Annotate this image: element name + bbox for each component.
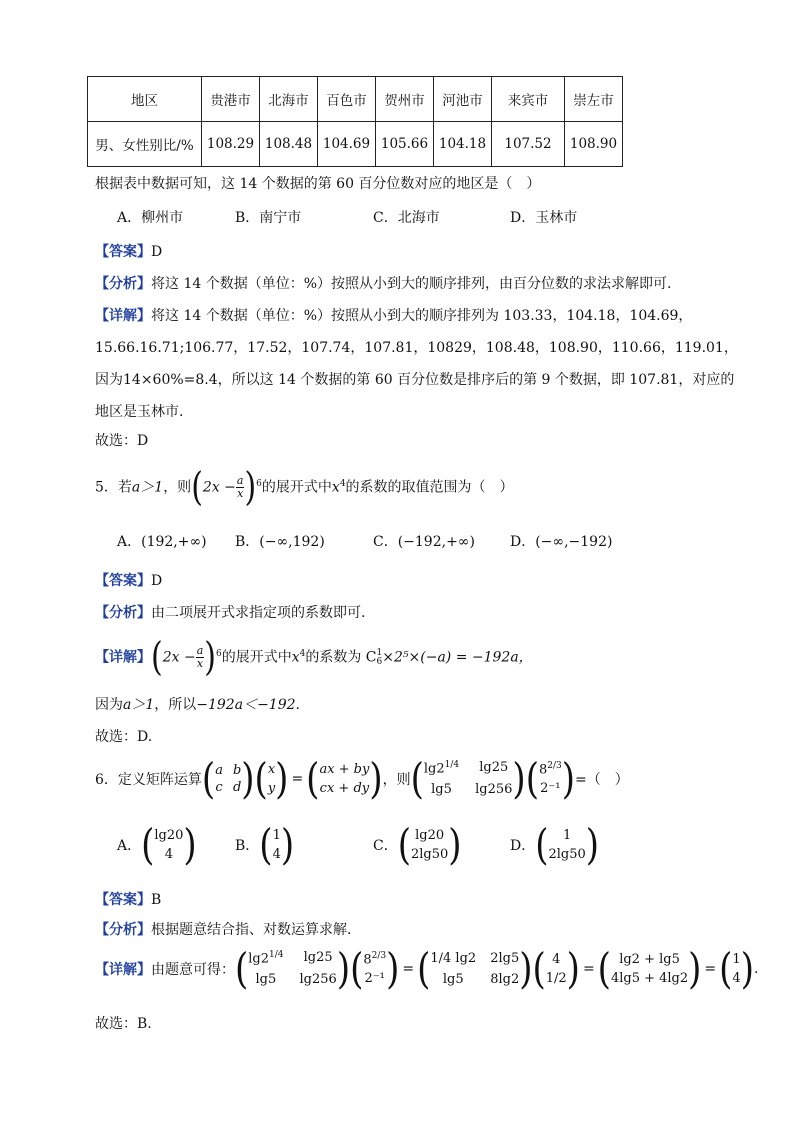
answer-tag: 【答案】 <box>95 892 151 908</box>
matrix-abcd: ( a b c d ) <box>201 753 255 804</box>
answer-value: B <box>151 892 162 908</box>
vector-cell: cx + dy <box>319 780 370 796</box>
q5-tail: 的展开式中 <box>261 479 332 496</box>
q6-option-c: C． ( lg20 2lg50 ) <box>373 820 462 870</box>
q4-option-a: A．柳州市 <box>117 210 184 226</box>
table-header-cell: 河池市 <box>434 77 492 122</box>
vector-cell: 4 <box>272 847 281 862</box>
vector-cell: 1/2 <box>545 970 567 986</box>
matrix-cell: d <box>232 779 242 795</box>
numerator: a <box>196 644 204 657</box>
matrix-cell: b <box>232 762 242 778</box>
because-text: 因为 <box>95 697 123 713</box>
q4-detail-line-1 <box>95 305 692 325</box>
table-cell: 107.52 <box>492 122 565 167</box>
table-header-row <box>88 77 623 122</box>
fraction <box>196 645 205 670</box>
q4-option-b: B．南宁市 <box>235 210 302 226</box>
q6-option-a: A． ( lg20 4 ) <box>117 820 197 870</box>
analysis-tag: 【分析】 <box>95 605 151 621</box>
matrix-cell: 1/4 lg2 <box>430 950 477 966</box>
x-exponent: 4 <box>299 648 306 659</box>
q5-detail <box>95 634 533 681</box>
q4-choose: 故选：D <box>95 433 149 449</box>
q6-option-d: D． ( 1 2lg50 ) <box>510 820 600 870</box>
because-result: −192a＜−192 <box>196 697 296 713</box>
matrix-cell: 8lg2 <box>490 971 520 987</box>
q5-analysis <box>95 602 365 622</box>
matrix-cell: lg5 <box>431 782 452 798</box>
paren-right: ) <box>204 634 216 681</box>
vector-power: ( $8^{2/3}$ 2⁻¹ ) <box>525 753 575 804</box>
fraction <box>236 475 245 500</box>
vector-cell: 2lg50 <box>410 847 449 862</box>
detail-text: 将这 14 个数据（单位：%）按照从小到大的顺序排列为 103.33，104.18，104.69， <box>151 308 693 324</box>
c-sup: 1 <box>376 647 383 658</box>
vector-cell: lg20 <box>415 828 445 843</box>
table-cell: 104.69 <box>318 122 376 167</box>
q6-stem <box>95 753 629 804</box>
analysis-text: 将这 14 个数据（单位：%）按照从小到大的顺序排列，由百分位数的求法求解即可. <box>151 276 672 292</box>
q5-tail2: 的系数的取值范围为（ ） <box>345 479 514 496</box>
option-label: D． <box>510 838 536 854</box>
matrix-cell: lg5 <box>255 972 277 988</box>
detail-coef: 的系数为 C <box>305 649 377 666</box>
table-row <box>88 122 623 167</box>
question-number: 5．若 <box>95 479 132 496</box>
period: . <box>753 960 759 977</box>
q6-detail: 【详解】 由题意可得： ( $\lg 2^{1/4}$ lg25 lg5 lg256 ) ( $8^{2/3}$ 2⁻¹ ) = ( 1/4 lg2 2lg5 lg5 8lg2 ) ( 4 1/2 ) = ( lg2 + lg5 4lg5 + 4lg2 ) = ( 1 4 ) . <box>95 943 759 994</box>
table-cell: 108.29 <box>202 122 260 167</box>
table-row-label: 男、女性别比/% <box>88 122 202 167</box>
vector-cell: $8^{2/3}$ <box>363 951 387 968</box>
q5-because <box>95 694 300 714</box>
detail-mid: 的展开式中 <box>221 649 292 666</box>
table-header-cell: 贺州市 <box>376 77 434 122</box>
because-end: . <box>295 697 300 713</box>
equals-sign: = <box>582 960 595 977</box>
table-header-cell: 地区 <box>88 77 202 122</box>
vector-cell: 2⁻¹ <box>364 971 385 987</box>
table-header-cell: 贵港市 <box>202 77 260 122</box>
table-header-cell: 北海市 <box>260 77 318 122</box>
equals-sign: = <box>704 960 717 977</box>
numerator: a <box>236 474 244 487</box>
q4-detail-line-4: 地区是玉林市. <box>95 404 184 420</box>
detail-tag: 【详解】 <box>95 308 151 324</box>
option-label: B． <box>235 838 260 854</box>
q4-option-d: D．玉林市 <box>510 210 578 226</box>
analysis-text: 根据题意结合指、对数运算求解. <box>151 922 352 938</box>
question-number: 6．定义矩阵运算 <box>95 771 202 788</box>
q5-expr: 2x − <box>162 649 196 666</box>
matrix-cell: lg25 <box>479 760 509 775</box>
q5-answer <box>95 570 162 590</box>
because-cond: a＞1 <box>123 697 155 713</box>
analysis-tag: 【分析】 <box>95 922 151 938</box>
table-header-cell: 百色市 <box>318 77 376 122</box>
x-term: x <box>291 649 300 666</box>
q4-detail-line-3: 因为14×60%=8.4，所以这 14 个数据的第 60 百分位数是排序后的第 9 个数据，即 107.81，对应的 <box>95 372 735 388</box>
q4-detail-line-2: 15.66.16.71;106.77，17.52，107.74，107.81，10829，108.48，108.90，110.66，119.01， <box>95 340 738 356</box>
vector-cell: 4lg5 + 4lg2 <box>610 970 689 986</box>
vector-cell: y <box>267 780 276 796</box>
analysis-text: 由二项展开式求指定项的系数即可. <box>151 605 366 621</box>
table-cell: 104.18 <box>434 122 492 167</box>
because-tail: ，所以 <box>154 697 197 713</box>
paren-left: ( <box>191 464 203 511</box>
option-label: A． <box>117 838 142 854</box>
vector-xy: ( x y ) <box>254 753 289 804</box>
x-exponent: 4 <box>339 478 346 489</box>
q4-option-c: C．北海市 <box>373 210 440 226</box>
matrix-cell: $\lg 2^{1/4}$ <box>248 950 284 967</box>
exponent: 6 <box>256 478 262 489</box>
paren-right: ) <box>244 464 257 511</box>
denominator: x <box>237 487 244 500</box>
q5-condition: a＞1 <box>131 479 164 496</box>
answer-tag: 【答案】 <box>95 573 151 589</box>
table-cell: 105.66 <box>376 122 434 167</box>
q5-option-c: C．(−192,+∞) <box>373 534 475 550</box>
vector-result: ( ax + by cx + dy ) <box>306 753 383 804</box>
c-sub: 6 <box>376 656 383 667</box>
q5-choose: 故选：D. <box>95 729 153 745</box>
matrix-cell: lg5 <box>442 971 464 987</box>
q6-analysis <box>95 919 351 939</box>
table-header-cell: 来宾市 <box>492 77 565 122</box>
vector-cell: 1 <box>563 828 572 843</box>
q5-option-d: D．(−∞,−192) <box>510 534 613 550</box>
equals-sign: = <box>402 960 415 977</box>
q6-eq-tail: =（ ） <box>574 771 629 788</box>
matrix-cell: 2lg5 <box>490 950 520 966</box>
vector-cell: $8^{2/3}$ <box>538 761 562 778</box>
vector-cell: 1 <box>732 951 741 967</box>
sex-ratio-table <box>87 76 623 167</box>
vector-cell: 1 <box>272 828 281 843</box>
table-header-cell: 崇左市 <box>565 77 623 122</box>
matrix-lg: ( $\lg 2^{1/4}$ lg25 lg5 lg256 ) <box>410 753 526 804</box>
vector-cell: 4 <box>732 970 741 986</box>
paren-left: ( <box>151 634 163 681</box>
q4-stem: 根据表中数据可知，这 14 个数据的第 60 百分位数对应的地区是（ ） <box>95 176 541 192</box>
matrix-cell: a <box>215 762 223 778</box>
matrix-cell: $\lg 2^{1/4}$ <box>423 760 460 777</box>
q5-expr: 2x − <box>202 479 236 496</box>
answer-tag: 【答案】 <box>95 244 151 260</box>
matrix-cell: lg25 <box>303 950 333 965</box>
matrix-cell: lg256 <box>299 972 337 988</box>
detail-tag: 【详解】 <box>95 649 151 666</box>
option-label: C． <box>373 838 398 854</box>
analysis-tag: 【分析】 <box>95 276 151 292</box>
detail-coef-tail: ×2⁵×(−a) = −192a， <box>382 649 533 666</box>
q5-option-a: A．(192,+∞) <box>117 534 207 550</box>
vector-cell: 2lg50 <box>548 847 586 862</box>
q6-answer <box>95 889 161 909</box>
q4-answer <box>95 241 162 261</box>
vector-cell: x <box>267 761 276 777</box>
vector-cell: lg20 <box>154 828 184 843</box>
q4-analysis <box>95 273 671 293</box>
detail-tag: 【详解】 <box>95 961 151 978</box>
q6-then: ，则 <box>382 771 411 788</box>
equals-sign: = <box>291 770 304 787</box>
q6-option-b: B． ( 1 4 ) <box>235 820 295 870</box>
x-term: x <box>331 479 340 496</box>
vector-cell: lg2 + lg5 <box>619 951 680 967</box>
vector-cell: ax + by <box>319 761 370 777</box>
denominator: x <box>196 657 204 670</box>
q5-option-b: B．(−∞,192) <box>235 534 325 550</box>
q5-stem <box>95 464 514 511</box>
table-cell: 108.90 <box>565 122 623 167</box>
vector-cell: 4 <box>164 847 174 862</box>
q5-connector: ，则 <box>163 479 192 496</box>
table-cell: 108.48 <box>260 122 318 167</box>
matrix-cell: lg256 <box>475 782 513 798</box>
vector-cell: 4 <box>552 951 561 967</box>
matrix-cell: c <box>215 779 223 795</box>
answer-value: D <box>151 244 163 260</box>
exponent: 6 <box>215 648 222 659</box>
q6-choose: 故选：B. <box>95 1016 152 1032</box>
answer-value: D <box>151 573 163 589</box>
detail-lead: 由题意可得： <box>151 961 235 978</box>
vector-cell: 2⁻¹ <box>540 781 561 797</box>
